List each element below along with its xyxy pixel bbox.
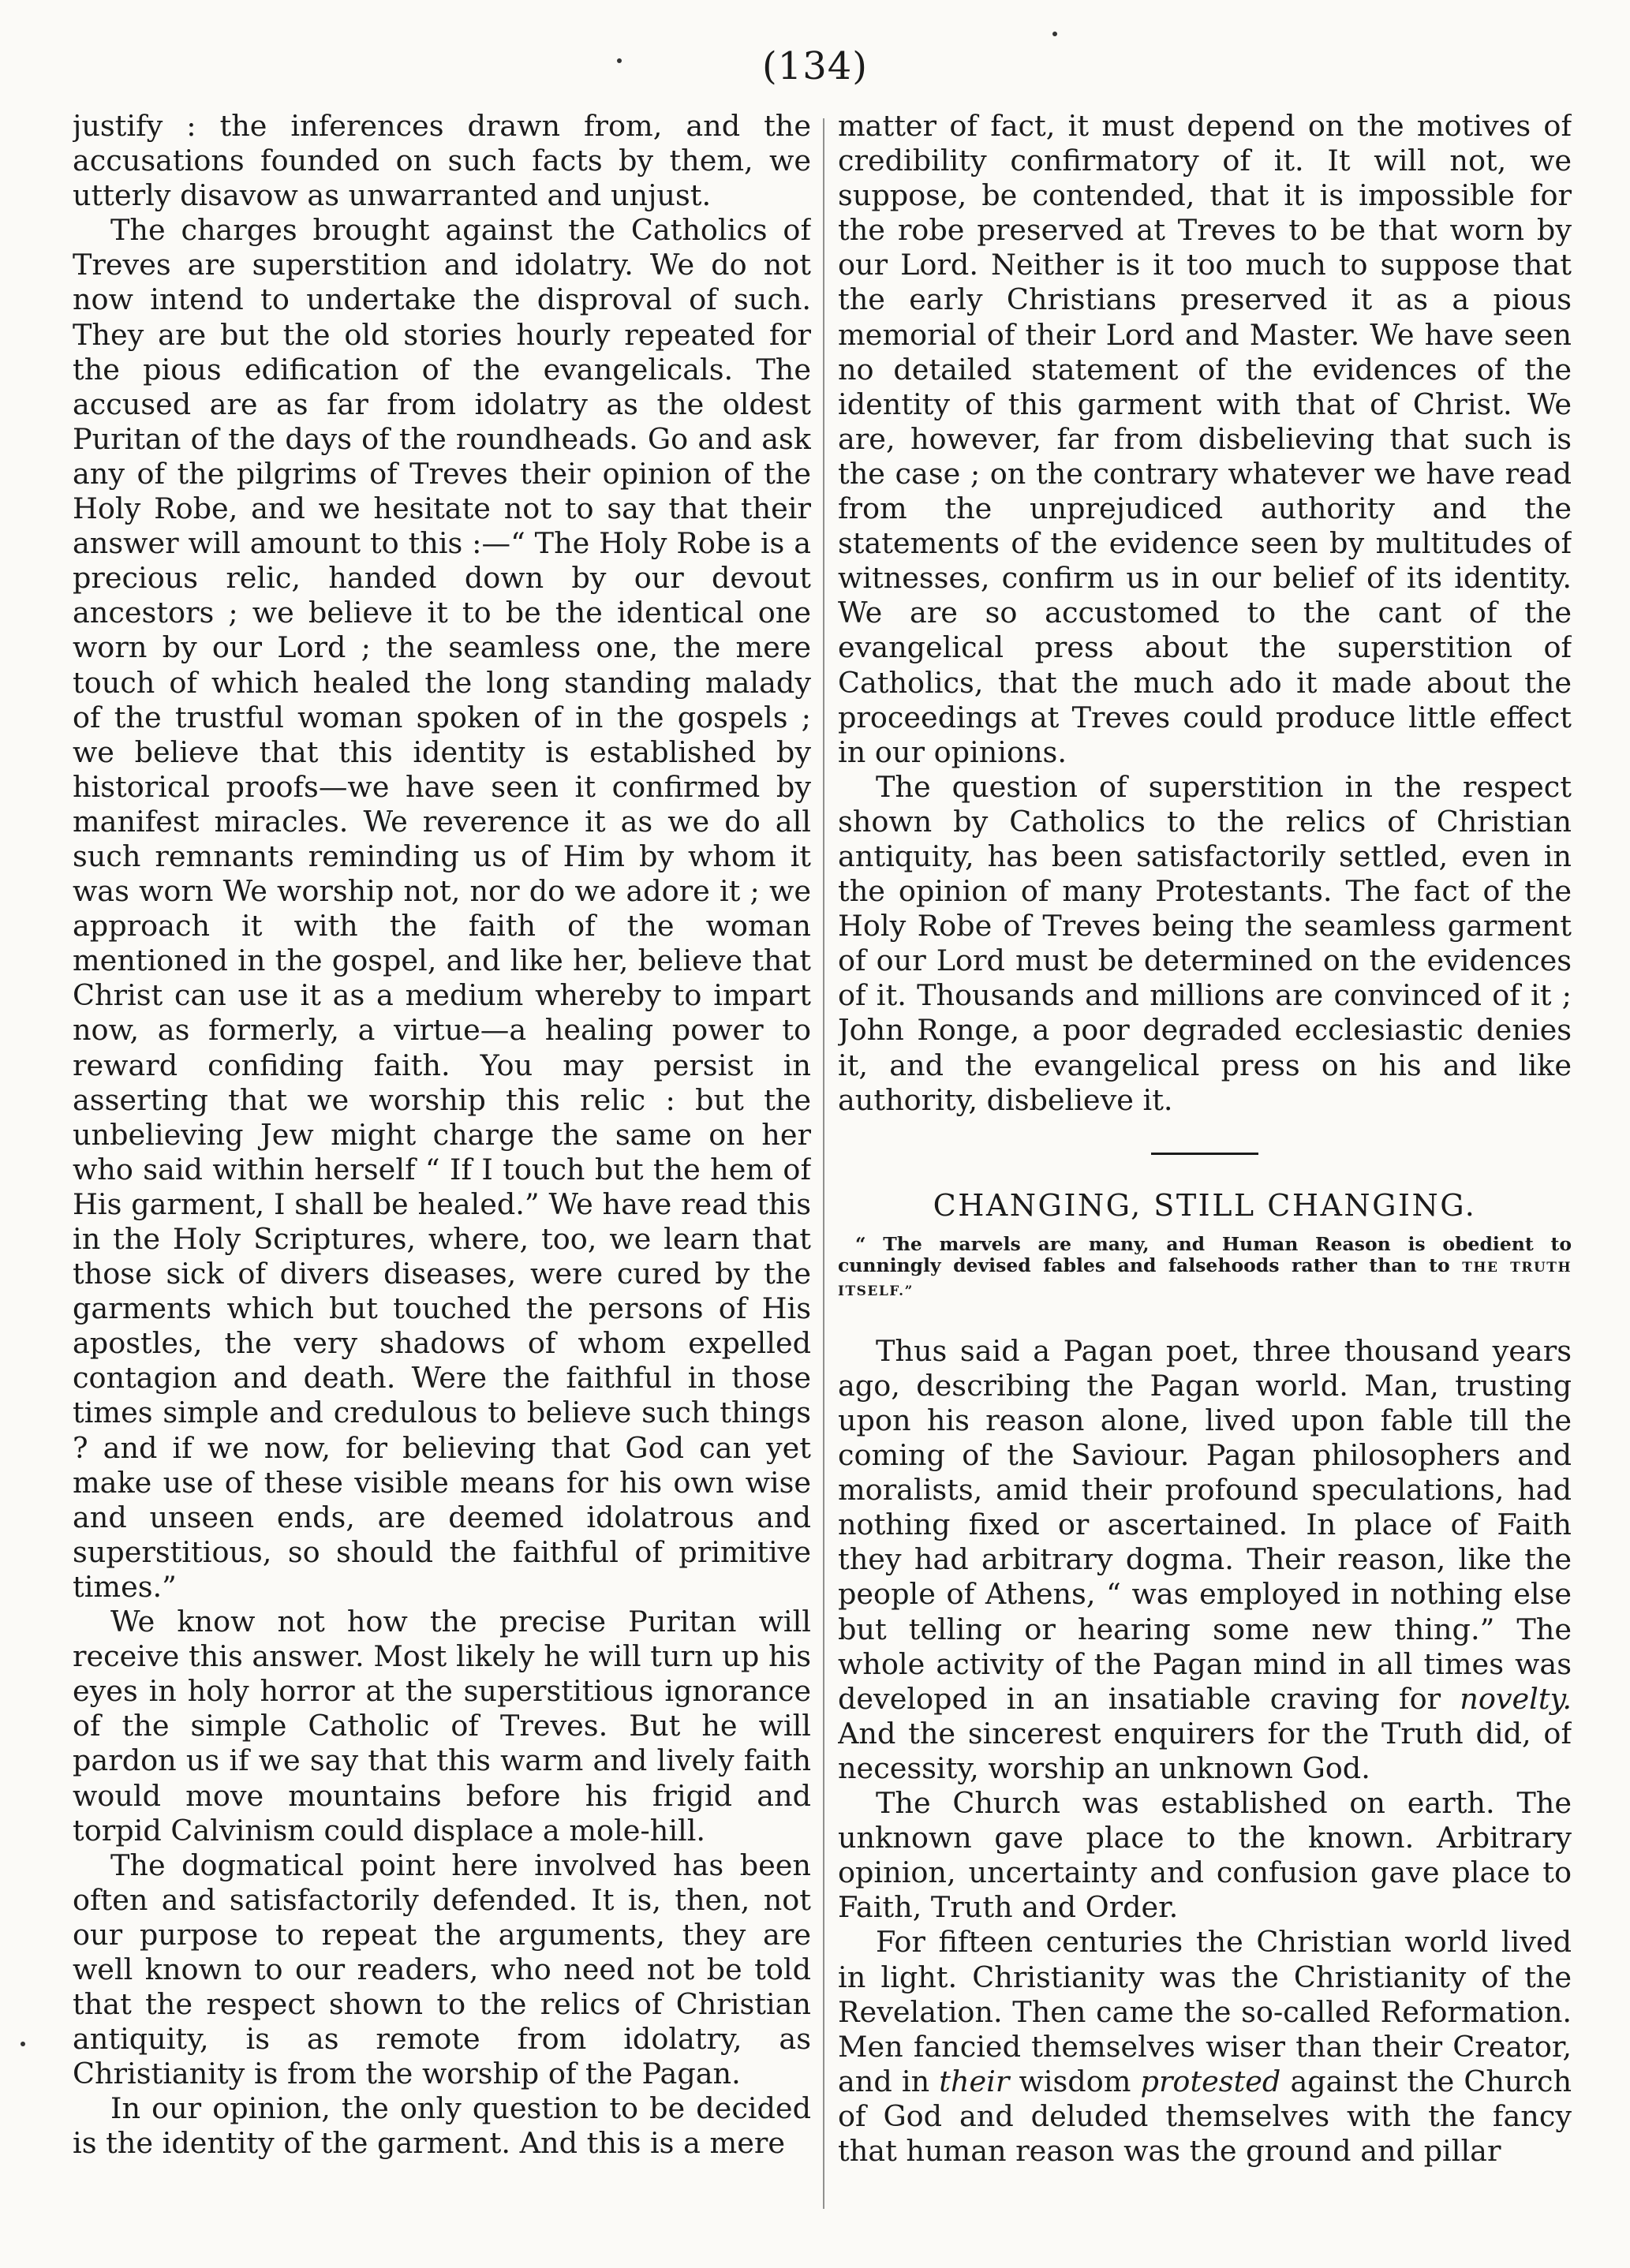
paragraph: In our opinion, the only question to be decided is the identity of the garment. And this is a mere (73, 2091, 811, 2161)
paragraph-text: wisdom (1009, 2064, 1141, 2098)
paragraph: The charges brought against the Catholics of Treves are superstition and idolatry. We do not now intend to undertake the disproval of such. They are but the old stories hourly repeated for the pious edification of the evangelicals. The accused are as far from idolatry as the oldest Puritan of the days of the roundheads. Go and ask any of the pilgrims of Treves their opinion of the Holy Robe, and we hesitate not to say that their answer will amount to this :—“ The Holy Robe is a precious relic, handed down by our devout ancestors ; we believe it to be the identical one worn by our Lord ; the seamless one, the mere touch of which healed the long standing malady of the trustful woman spoken of in the gospels ; we believe that this identity is established by historical proofs—we have seen it confirmed by manifest miracles. We reverence it as we do all such remnants reminding us of Him by whom it was worn We worship not, nor do we adore it ; we approach it with the faith of the woman mentioned in the gospel, and like her, believe that Christ can use it as a medium whereby to impart now, as formerly, a virtue—a healing power to reward confiding faith. You may persist in asserting that we worship this relic : but the unbelieving Jew might charge the same on her who said within herself “ If I touch but the hem of His garment, I shall be healed.” We have read this in the Holy Scriptures, where, too, we learn that those sick of divers diseases, were cured by the garments which but touched the persons of His apostles, the very shadows of whom expelled contagion and death. Were the faithful in those times simple and credulous to believe such things ? and if we now, for believing that God can yet make use of these visible means for his own wise and unseen ends, are deemed idolatrous and superstitious, so should the faithful of primitive times.” (73, 213, 811, 1604)
left-column (73, 109, 811, 2239)
section-separator (1151, 1153, 1258, 1155)
paragraph (838, 1925, 1572, 2169)
emphasis: protested (1140, 2064, 1281, 2098)
paragraph: matter of fact, it must depend on the motives of credibility confirmatory of it. It will not, we suppose, be contended, that it is impossible for the robe preserved at Treves to be that worn by our Lord. Neither is it too much to suppose that the early Christians preserved it as a pious memorial of their Lord and Master. We have seen no detailed statement of the evidences of the identity of this garment with that of Christ. We are, however, far from disbelieving that such is the case ; on the contrary whatever we have read from the unprejudiced authority and the statements of the evidence seen by multitudes of witnesses, confirm us in our belief of its identity. We are so accustomed to the cant of the evangelical press about the superstition of Catholics, that the much ado it made about the proceedings at Treves could produce little effect in our opinions. (838, 109, 1572, 769)
ink-speck (1052, 32, 1057, 36)
column-divider (823, 118, 824, 2209)
paragraph (838, 1334, 1572, 1786)
page-number: (134) (761, 44, 869, 88)
ink-speck (21, 2042, 25, 2046)
ink-speck (617, 58, 622, 63)
emphasis: novelty. (1460, 1681, 1572, 1716)
epigraph-text: “ The marvels are many, and Human Reason is obedient to cunningly devised fables and falsehoods rather than to (838, 1232, 1572, 1276)
paragraph: The Church was established on earth. The unknown gave place to the known. Arbitrary opinion, uncertainty and confusion gave place to Faith, Truth and Order. (838, 1786, 1572, 1925)
paragraph: We know not how the precise Puritan will receive this answer. Most likely he will turn up his eyes in holy horror at the superstitious ignorance of the simple Catholic of Treves. But he will pardon us if we say that this warm and lively faith would move mountains before his frigid and torpid Calvinism could displace a mole-hill. (73, 1605, 811, 1848)
epigraph (838, 1234, 1572, 1302)
paragraph-text: Thus said a Pagan poet, three thousand years ago, describing the Pagan world. Man, trusting upon his reason alone, lived upon fable till the coming of the Saviour. Pagan philosophers and moralists, amid their profound speculations, had nothing fixed or ascertained. In place of Faith they had arbitrary dogma. Their reason, like the people of Athens, “ was employed in nothing else but telling or hearing some new thing.” The whole activity of the Pagan mind in all times was developed in an insatiable craving for (838, 1333, 1572, 1716)
paragraph: justify : the inferences drawn from, and the accusations founded on such facts by them, we utterly disavow as unwarranted and unjust. (73, 109, 811, 213)
paragraph-text: against the Church of God and deluded themselves with the fancy that human reason was the ground and pillar (838, 2064, 1572, 2168)
paragraph: The question of superstition in the respect shown by Catholics to the relics of Christian antiquity, has been satisfactorily settled, even in the opinion of many Protestants. The fact of the Holy Robe of Treves being the seamless garment of our Lord must be determined on the evidences of it. Thousands and millions are convinced of it ; John Ronge, a poor degraded ecclesiastic denies it, and the evangelical press on his and like authority, disbelieve it. (838, 769, 1572, 1117)
paragraph: The dogmatical point here involved has been often and satisfactorily defended. It is, then, not our purpose to repeat the arguments, they are well known to our readers, who need not be told that the respect shown to the relics of Christian antiquity, is as remote from idolatry, as Christianity is from the worship of the Pagan. (73, 1848, 811, 2091)
emphasis: their (939, 2064, 1010, 2098)
paragraph-text: And the sincerest enquirers for the Truth did, of necessity, worship an unknown God. (838, 1716, 1572, 1785)
epigraph-caps: THE TRUTH ITSELF.” (838, 1259, 1572, 1299)
right-column (838, 109, 1572, 2239)
paragraph-text: For fifteen centuries the Christian world lived in light. Christianity was the Christianity of the Revelation. Then came the so-called Reformation. Men fancied themselves wiser than their Creator, and in (838, 1925, 1572, 2098)
section-title: CHANGING, STILL CHANGING. (933, 1187, 1477, 1223)
